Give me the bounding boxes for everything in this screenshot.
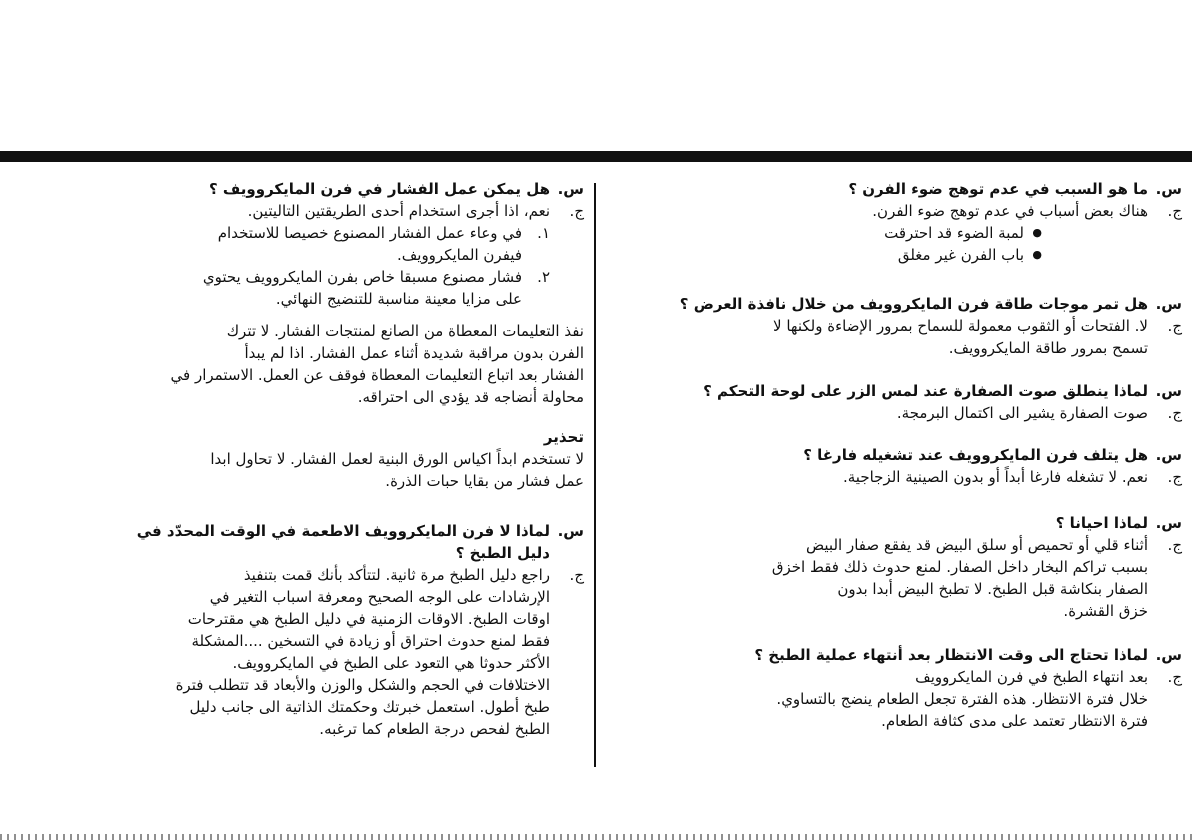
question-text: هل يمكن عمل الفشار في فرن المايكروويف ؟ [209, 180, 550, 198]
answer-line: الطبخ لفحص درجة الطعام كما ترغبه. [319, 720, 550, 738]
qa-empty-operation [608, 444, 1182, 488]
qa-popcorn [10, 178, 584, 310]
question-marker: س. [1155, 446, 1182, 464]
answer-line: لا. الفتحات أو الثقوب معمولة للسماح بمرور الإضاءة ولكنها لا [773, 317, 1148, 335]
answer-marker: ج. [1167, 536, 1182, 554]
question-marker: س. [557, 180, 584, 198]
paragraph-line: محاولة أنضاجه قد يؤدي الى احتراقه. [357, 388, 584, 406]
qa-standing-time [608, 644, 1182, 732]
question-text: ما هو السبب في عدم توهج ضوء الفرن ؟ [848, 180, 1148, 198]
question-text: لماذا تحتاج الى وقت الانتظار بعد أنتهاء عملية الطبخ ؟ [754, 646, 1148, 664]
answer-marker: ج. [569, 202, 584, 220]
answer-marker: ج. [1167, 668, 1182, 686]
paragraph-line: نفذ التعليمات المعطاة من الصانع لمنتجات الفشار. لا تترك [226, 322, 584, 340]
question-marker: س. [1155, 295, 1182, 313]
answer-text: صوت الصفارة يشير الى اكتمال البرمجة. [896, 404, 1148, 422]
question-marker: س. [1155, 180, 1182, 198]
warning-title: تحذير [543, 428, 584, 446]
causes-list [608, 222, 1182, 266]
answer-line: الأكثر حدوثا هي التعود على الطبخ في المايكروويف. [232, 654, 550, 672]
qa-cooking-time [10, 520, 584, 740]
answer-line: أثناء قلي أو تحميص أو سلق البيض قد يفقع صفار البيض [806, 536, 1148, 554]
answer-line: تسمح بمرور طاقة المايكروويف. [948, 339, 1148, 357]
question-text: لماذا احيانا ؟ [1055, 514, 1148, 532]
question-line: دليل الطبخ ؟ [455, 544, 550, 562]
question-marker: س. [1155, 514, 1182, 532]
question-text: هل تمر موجات طاقة فرن المايكروويف من خلال نافذة العرض ؟ [679, 295, 1148, 313]
paragraph-line: الفشار بعد اتباع التعليمات المعطاة فوقف عن العمل. الاستمرار في [170, 366, 584, 384]
answer-marker: ج. [569, 566, 584, 584]
item-number: ١. [537, 224, 550, 242]
answer-marker: ج. [1167, 404, 1182, 422]
answer-marker: ج. [1167, 202, 1182, 220]
warning-line: لا تستخدم ابداً اكياس الورق البنية لعمل الفشار. لا تحاول ابدا [210, 450, 584, 468]
answer-text: نعم. لا تشغله فارغا أبداً أو بدون الصينية الزجاجية. [843, 468, 1148, 486]
paragraph-line: الفرن بدون مراقبة شديدة أثناء عمل الفشار. اذا لم يبدأ [244, 344, 584, 362]
answer-line: فقط لمنع حدوث احتراق أو زيادة في التسخين ....المشكلة [191, 632, 550, 650]
answer-line: اوقات الطبخ. الاوقات الزمنية في دليل الطبخ هي مقترحات [187, 610, 550, 628]
item-line: على مزايا معينة مناسبة للتنضيج النهائي. [275, 290, 522, 308]
qa-oven-light [608, 178, 1182, 266]
answer-line: الاختلافات في الحجم والشكل والوزن والأبعاد قد تتطلب فترة [175, 676, 550, 694]
question-text: لماذا ينطلق صوت الصفارة عند لمس الزر على لوحة التحكم ؟ [703, 382, 1148, 400]
answer-line: بعد انتهاء الطبخ في فرن المايكروويف [915, 668, 1148, 686]
answer-line: خزق القشرة. [1063, 602, 1148, 620]
header-rule [0, 151, 1192, 162]
answer-line: خلال فترة الانتظار. هذه الفترة تجعل الطعام ينضج بالتساوي. [776, 690, 1148, 708]
answer-text: هناك بعض أسباب في عدم توهج ضوء الفرن. [872, 202, 1148, 220]
popcorn-instructions [10, 320, 584, 408]
column-divider [594, 183, 596, 767]
question-marker: س. [557, 522, 584, 540]
methods-list [10, 222, 550, 310]
question-marker: س. [1155, 646, 1182, 664]
bottom-border [0, 834, 1192, 840]
answer-line: فترة الانتظار تعتمد على مدى كثافة الطعام. [881, 712, 1148, 730]
answer-marker: ج. [1167, 468, 1182, 486]
answer-line: الصفار بنكاشة قبل الطبخ. لا تطبخ البيض أبدا بدون [837, 580, 1148, 598]
list-item [10, 266, 550, 310]
answer-line: طبخ أطول. استعمل خبرتك وحكمتك الذاتية الى جانب دليل [189, 698, 550, 716]
item-line: في وعاء عمل الفشار المصنوع خصيصا للاستخدام [217, 224, 522, 242]
qa-eggs [608, 512, 1182, 622]
item-line: فشار مصنوع مسبقا خاص بفرن المايكروويف يحتوي [202, 268, 522, 286]
list-item: ● لمبة الضوء قد احترقت [608, 222, 1042, 244]
item-number: ٢. [537, 268, 550, 286]
qa-window-energy [608, 293, 1182, 359]
answer-text: نعم، اذا أجرى استخدام أحدى الطريقتين التاليتين. [247, 202, 550, 220]
list-item [10, 222, 550, 266]
item-line: فيفرن المايكروويف. [396, 246, 522, 264]
answer-marker: ج. [1167, 317, 1182, 335]
warning-block [10, 426, 584, 492]
question-text: هل يتلف فرن المايكروويف عند تشغيله فارغا ؟ [803, 446, 1148, 464]
warning-line: عمل فشار من بقايا حبات الذرة. [385, 472, 584, 490]
question-line: لماذا لا فرن المايكروويف الاطعمة في الوقت المحدّد في [136, 522, 550, 540]
answer-line: راجع دليل الطبخ مرة ثانية. لتتأكد بأنك قمت بتنفيذ [243, 566, 550, 584]
qa-beep [608, 380, 1182, 424]
question-marker: س. [1155, 382, 1182, 400]
answer-line: الإرشادات على الوجه الصحيح ومعرفة اسباب التغير في [209, 588, 550, 606]
list-item: ● باب الفرن غير مغلق [608, 244, 1042, 266]
answer-line: بسبب تراكم البخار داخل الصفار. لمنع حدوث ذلك فقط اخزق [771, 558, 1148, 576]
